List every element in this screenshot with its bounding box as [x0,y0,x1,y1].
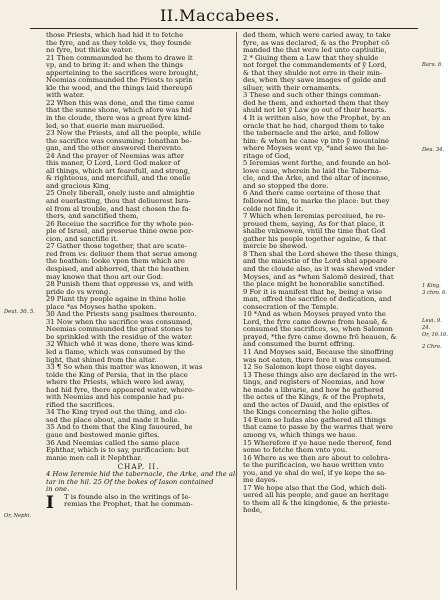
left-column-lines [46,32,231,462]
text-line: he made a librarie, and how he gathered [243,385,384,394]
margin-note-leuit-a: Leui. 9. [422,318,442,324]
text-line: Ephthar, which is to say, purificacion: but [46,446,189,455]
text-line: me dayes. [243,476,278,485]
text-line: light, that shined from the altar. [46,355,157,364]
text-line: 8 Then shal the Lord shewe the these things, [243,249,399,258]
text-line: prayed, *the fyre came downe frō heauen, & [243,332,397,341]
text-line: followed him, to marke the place: but they [243,197,390,206]
text-line: colde not finde it. [243,204,304,213]
text-line: ded he them, and exhorted them that they [243,98,389,107]
text-line: 26 Receiue the sacrifice for thy whole peo- [46,219,194,228]
text-line: had hid fyre, there appeared water, where- [46,385,195,394]
running-title: II.Maccabees. [159,6,281,25]
text-line: & that they shulde not erre in their min- [243,68,383,77]
text-line: cle, and the Arke, and the altar of incense, [243,174,391,183]
text-line: 15 Wherefore if ye haue nede thereof, fend [243,438,392,447]
page-header [0,6,440,28]
text-line: 33 ¶ So when this matter was knowen, it was [46,363,203,372]
text-line: & righteous, and mercifull, and the onelie [46,174,191,183]
text-line: pride do vs wrong. [46,287,111,296]
text-line: tar in the hil. 25 Of the bokes of Iason contained [46,477,214,486]
text-line: 4 How Ieremie hid the tabernacle, the Arke, and the al- [46,470,238,479]
text-line: consecration of the Temple. [243,302,339,311]
text-line: with water. [46,91,85,100]
text-line: the sacrifice was consuming: Ionathan be- [46,136,192,145]
text-line: 32 Which whē it was done, there was kind- [46,340,195,349]
text-line: 16 Where as we then are about to celebra- [243,453,391,462]
right-column [243,32,424,515]
text-line: T is founde also in the writings of Ie- [64,492,191,501]
text-line: the heathen: looke vpon them which are [46,257,185,266]
text-line: thers, and sanctified them, [46,212,139,221]
text-line: manie men call it Nephthar. [46,453,143,462]
text-line: tings, and registers of Neemias, and how [243,378,385,387]
text-line: 22 When this was done, and the time came [46,98,195,107]
text-line: 9 For it is manifest that he, being a wise [243,287,383,296]
text-line: 31 Now when the sacrifice was consumed, [46,317,193,326]
text-line: 27 Gather those together, that are scate- [46,242,187,251]
text-line: ple of Israel, and preserue thine owne por- [46,227,194,236]
text-line: shalbe vnknowen, vntil the time that God [243,227,386,236]
text-line: manded the that were led unto captiuitie, [243,46,387,55]
text-line: 24 And the prayer of Neemias was after [46,151,184,160]
text-line: sed the place about, and made it holie. [46,415,180,424]
margin-note-deut34: Deu. 34. [422,147,445,153]
margin-note-kings-a: 1 King. [422,283,441,289]
text-line: ded them, which were caried away, to take [243,31,391,39]
text-line: that came to passe by the warres that were [243,423,393,432]
text-line: gather his people together againe, & that [243,234,387,243]
text-line: 29 Plant thy people againe in thine holie [46,295,186,304]
text-line: 21 Then commaunded he them to drawe it [46,53,193,62]
text-line: among vs, which things we haue. [243,430,358,439]
text-line: some to fetche them vnto you. [243,446,348,455]
text-line: Neemias commaunded the great stones to [46,325,192,334]
text-line: 28 Punish them that oppresse vs, and with [46,280,194,289]
text-line: and consumed the burnt offring. [243,340,355,349]
text-line: 7 Which when Ieremias perceiued, he re- [243,212,386,221]
text-line: fyre, as was declared, & as the Prophet cō [243,38,390,47]
text-line: 23 Now the Priests, and all the people, while [46,129,201,138]
text-line: led a flame, which was consumed by the [46,347,186,356]
drop-capital: I [46,492,54,513]
text-line: te the purificacion, we haue written vnto [243,461,384,470]
text-line: 11 And Moyses said, Because the sinoffring [243,347,394,356]
header-rule [30,28,418,29]
text-line: 3 These and such other things comman- [243,91,382,100]
text-line: kle the wood, and the things laid thereupō [46,83,193,92]
text-line: and gracious King, [46,181,111,190]
text-line: el from al trouble, and hast chosen the fa- [46,204,191,213]
text-line: apperteining to the sacrifices were brought, [46,68,199,77]
text-line: the tabernacle and the arke, and follow [243,129,380,138]
chapter-opening [46,492,231,513]
text-line: all things, which art fearefull, and strong, [46,166,191,175]
text-line: 5 Ieremias went forthe, and founde an hol- [243,159,391,168]
text-line: and so stopped the dore. [243,181,329,190]
text-line: des, when they sawe images of golde and [243,76,387,85]
text-line: and the cloude also, as it was shewed vnder [243,264,395,273]
text-line: rified the sacrifices. [46,400,115,409]
text-line: no fyre, but thicke water. [46,46,133,55]
text-line: where Moyses went vp, *and sawe the he- [243,144,389,153]
text-line: in one. [46,485,70,494]
text-line: led, so that euerie man marueiled. [46,121,165,130]
text-line: ritage of God, [243,151,291,160]
margin-note-nephi: Or, Nephi. [4,513,32,519]
text-line: with Neemias and his companie had pu- [46,393,185,402]
text-line: consumed the sacrifices, so, when Salomon [243,325,393,334]
text-line: man, offred the sacrifice of dedication, and [243,295,392,304]
text-line: shuld not let ỹ Law go out of their hearts. [243,106,387,115]
left-column [46,31,238,513]
text-line: 17 We hope also that the God, which deli- [243,483,387,492]
text-line: you, and ye shal do wel, if ye kepe the sa- [243,468,387,477]
text-line: 30 And the Priests sang psalmes thereunto. [46,310,197,319]
text-line: was not eaten, there fore it was consumed. [243,355,392,364]
text-line: remias the Prophet, that he comman- [64,500,193,509]
text-line: the actes of the Kings, & of the Prophets, [243,393,386,402]
text-line: 36 And Neemias called the same place [46,438,180,447]
text-line: 4 It is written also, how the Prophet, by an [243,114,391,123]
text-line: vp, and to bring it: and when the things [46,61,183,70]
column-divider [236,32,237,590]
text-line: may knowe that thou art our God. [46,272,163,281]
text-line: mercie be shewed. [243,242,308,251]
text-line: be sprinkled with the residue of the water. [46,332,193,341]
text-line: 10 *And as when Moyses prayed vnto the [243,310,386,319]
text-line: 13 These things also are declared in the wri- [243,370,398,379]
text-line: red from vs: deliuer them that serue among [46,249,197,258]
margin-note-leuit-c: Or, 10.16. [422,332,448,338]
text-line: in the cloude, there was a great fyre kind- [46,114,192,123]
text-line: despised, and abhorred, that the heathen [46,264,189,273]
margin-note-leuit-b: 24. [422,325,431,331]
text-line: place *as Moyses hathe spoken. [46,302,157,311]
text-line: to them all & the kingdome, & the prieste- [243,498,390,507]
text-line: gan, and the other answered therevnto. [46,144,183,153]
text-line: the place might be honorablie sanctified. [243,280,385,289]
text-line: the Kings concerning the holie giftes. [243,408,373,417]
chapter-heading: CHAP. II. [117,462,160,472]
text-line: lowe caue, wherein he laid the Taberna- [243,166,382,175]
text-line: proued them, saying, As for that place, it [243,219,385,228]
text-line: and euerlasting, thou that deliuerest Isra- [46,197,191,206]
text-line: gaue and bestowed manie giftes. [46,430,160,439]
text-line: this maner, O Lord, Lord God maker of [46,159,180,168]
text-line: hode, [243,506,263,515]
text-line: where the Priests, which were led away, [46,378,185,387]
text-line: those Priests, which had hid it to fetche [46,31,184,39]
text-line: 2 * Giuing them a Law that they shulde [243,53,379,62]
text-line: siluer, with their ornaments. [243,83,342,92]
text-line: uered all his people, and gaue an heritage [243,491,389,500]
text-line: that the sunne shone, which afore was hid [46,106,193,115]
text-line: him: & when he came vp into ỹ mountaine [243,136,389,145]
text-line: Moyses, and as *when Salomō desired, that [243,272,394,281]
margin-note-deut: Deut. 30. 5. [4,309,35,315]
text-line: cion, and sanctifie it. [46,234,119,243]
text-line: the fyre, and as they tolde vs, they founde [46,38,192,47]
text-line: not forget the commandements of ỹ Lord, [243,61,387,70]
margin-note-kings-b: 3 chro. 6. [422,290,447,296]
right-column-lines [243,32,424,515]
margin-note-baru: Baru. 6. [422,62,443,68]
text-line: 6 And there came certeine of those that [243,189,381,198]
text-line: Lord, the fyre came downe from heauē, & [243,317,388,326]
text-line: 34 The King tryed out the thing, and clo- [46,408,187,417]
text-line: oracle that he had, charged them to take [243,121,385,130]
chapter-summary [46,470,238,494]
text-line: tolde the King of Persia, that in the place [46,370,188,379]
text-line: 25 Onely liberall, onely iuste and almightie [46,189,195,198]
text-line: and the maiestie of the Lord shal appeare [243,257,388,266]
text-line: Neemias commaunded the Priests to sprin [46,76,193,85]
text-line: 35 And to them that the King fauoured, he [46,423,193,432]
margin-note-chron: 2 Chro. [422,344,442,350]
opening-lines [64,494,231,509]
text-line: and the actes of Dauid, and the epistles of [243,400,389,409]
text-line: 12 So Salomon kept those eight dayes. [243,363,377,372]
text-line: 14 Euen so Iudas also gathered all things [243,415,386,424]
